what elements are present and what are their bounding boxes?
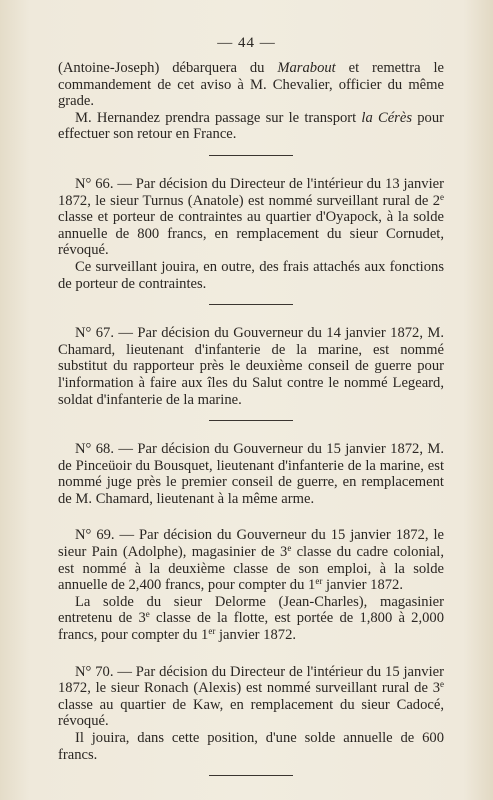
- section-divider: [209, 420, 293, 421]
- page-number: — 44 —: [217, 35, 276, 51]
- ship-name: la Cérès: [361, 109, 413, 126]
- paragraph: Il jouira, dans cette position, d'une solde annuelle de 600 francs.: [58, 730, 444, 763]
- section-divider: [209, 304, 293, 305]
- paragraph: La solde du sieur Delorme (Jean-Charles), magasinier entretenu de 3e classe de la flotte, est portée de 1,800 à 2,000 francs, pour compter du 1er janvier 1872.: [58, 593, 444, 644]
- paragraph: M. Hernandez prendra passage sur le transport la Cérès pour effectuer son retour en France.: [58, 109, 444, 143]
- ship-name: Marabout: [277, 60, 336, 76]
- section-divider: [209, 155, 293, 156]
- decision-69: N° 69. — Par décision du Gouverneur du 15 janvier 1872, le sieur Pain (Adolphe), magasinier de 3e classe du cadre colonial, est nommé à la deuxième classe de son emploi, à la solde annuelle de 2,400 francs, pour compter du 1er janvier 1872.: [58, 527, 445, 594]
- decision-68: N° 68. — Par décision du Gouverneur du 15 janvier 1872, M. de Pinceüoir du Bousquet, lieutenant d'infanterie de la marine, est nommé juge près le premier conseil de guerre, en remplacement de M. Chamard, lieutenant à la même arme.: [58, 441, 444, 507]
- page-body: [58, 60, 444, 776]
- decision-66: N° 66. — Par décision du Directeur de l'intérieur du 13 janvier 1872, le sieur Turnus (Anatole) est nommé surveillant rural de 2e classe et porteur de contraintes au quartier d'Oyapock, à la solde annuelle de 800 francs, en remplacement du sieur Cornudet, révoqué.: [58, 175, 444, 259]
- paragraph: Ce surveillant jouira, en outre, des frais attachés aux fonctions de porteur de contraintes.: [58, 258, 444, 292]
- decision-67: N° 67. — Par décision du Gouverneur du 14 janvier 1872, M. Chamard, lieutenant d'infanterie de la marine, est nommé substitut du rapporteur près le deuxième conseil de guerre pour l'information à faire aux îles du Salut contre le nommé Legeard, soldat d'infanterie de la marine.: [58, 325, 444, 408]
- section-divider: [209, 775, 293, 776]
- decision-70: N° 70. — Par décision du Directeur de l'intérieur du 15 janvier 1872, le sieur Ronach (Alexis) est nommé surveillant rural de 3e classe au quartier de Kaw, en remplacement du sieur Cadocé, révoqué.: [58, 663, 444, 730]
- paragraph: (Antoine-Joseph) débarquera du Marabout et remettra le commandement de cet aviso à M. Chevalier, officier du même grade.: [58, 60, 444, 110]
